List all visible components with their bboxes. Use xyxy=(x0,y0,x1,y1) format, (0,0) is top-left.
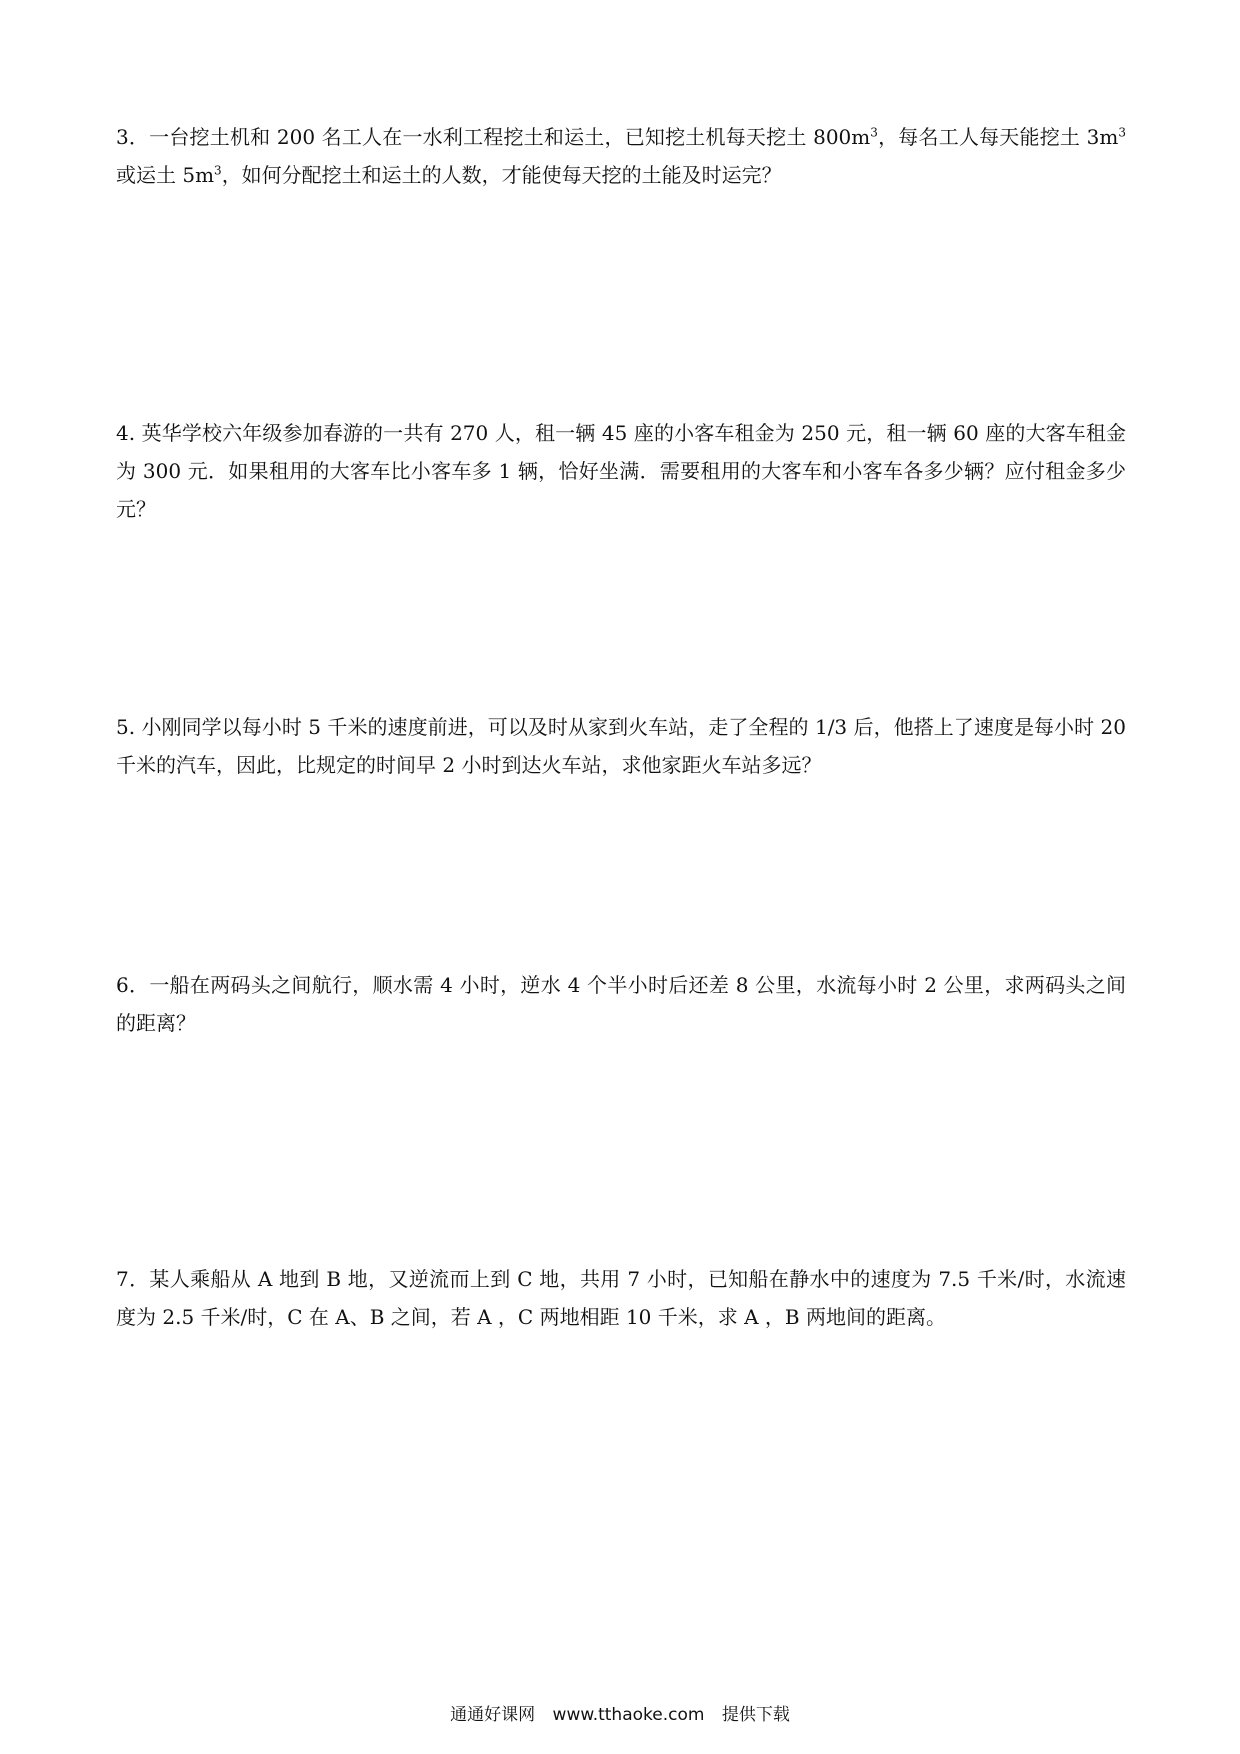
superscript: 3 xyxy=(870,125,878,140)
problem-3-text-1: 3．一台挖土机和 200 名工人在一水利工程挖土和运土，已知挖土机每天挖土 800m xyxy=(116,125,871,149)
problem-4: 4. 英华学校六年级参加春游的一共有 270 人，租一辆 45 座的小客车租金为 250 元，租一辆 60 座的大客车租金为 300 元．如果租用的大客车比小客车多 1 辆，恰好坐满．需要租用的大客车和小客车各多少辆？应付租金多少元？ xyxy=(116,421,1126,521)
page-footer xyxy=(0,1700,1240,1725)
superscript: 3 xyxy=(1118,125,1127,140)
footer-url[interactable]: www.tthaoke.com xyxy=(552,1705,705,1725)
superscript: 3 xyxy=(214,163,222,178)
problem-3 xyxy=(116,118,1126,194)
problem-3-text-3: 或运土 5m xyxy=(116,163,215,187)
footer-site-name: 通通好课网 xyxy=(450,1705,536,1725)
problem-7: 7．某人乘船从 A 地到 B 地，又逆流而上到 C 地，共用 7 小时，已知船在静水中的速度为 7.5 千米/时，水流速度为 2.5 千米/时，C 在 A、B 之间，若 A ，C 两地相距 10 千米，求 A ，B 两地间的距离。 xyxy=(116,1267,1126,1329)
problem-3-text-4: ，如何分配挖土和运土的人数，才能使每天挖的土能及时运完？ xyxy=(221,163,782,187)
problem-5: 5. 小刚同学以每小时 5 千米的速度前进，可以及时从家到火车站，走了全程的 1/3 后，他搭上了速度是每小时 20 千米的汽车，因此，比规定的时间早 2 小时到达火车站，求他家距火车站多远？ xyxy=(116,715,1126,777)
problem-3-text-2: ，每名工人每天能挖土 3m xyxy=(877,125,1119,149)
problem-6: 6．一船在两码头之间航行，顺水需 4 小时，逆水 4 个半小时后还差 8 公里，水流每小时 2 公里，求两码头之间的距离？ xyxy=(116,973,1126,1035)
footer-note: 提供下载 xyxy=(721,1705,790,1725)
